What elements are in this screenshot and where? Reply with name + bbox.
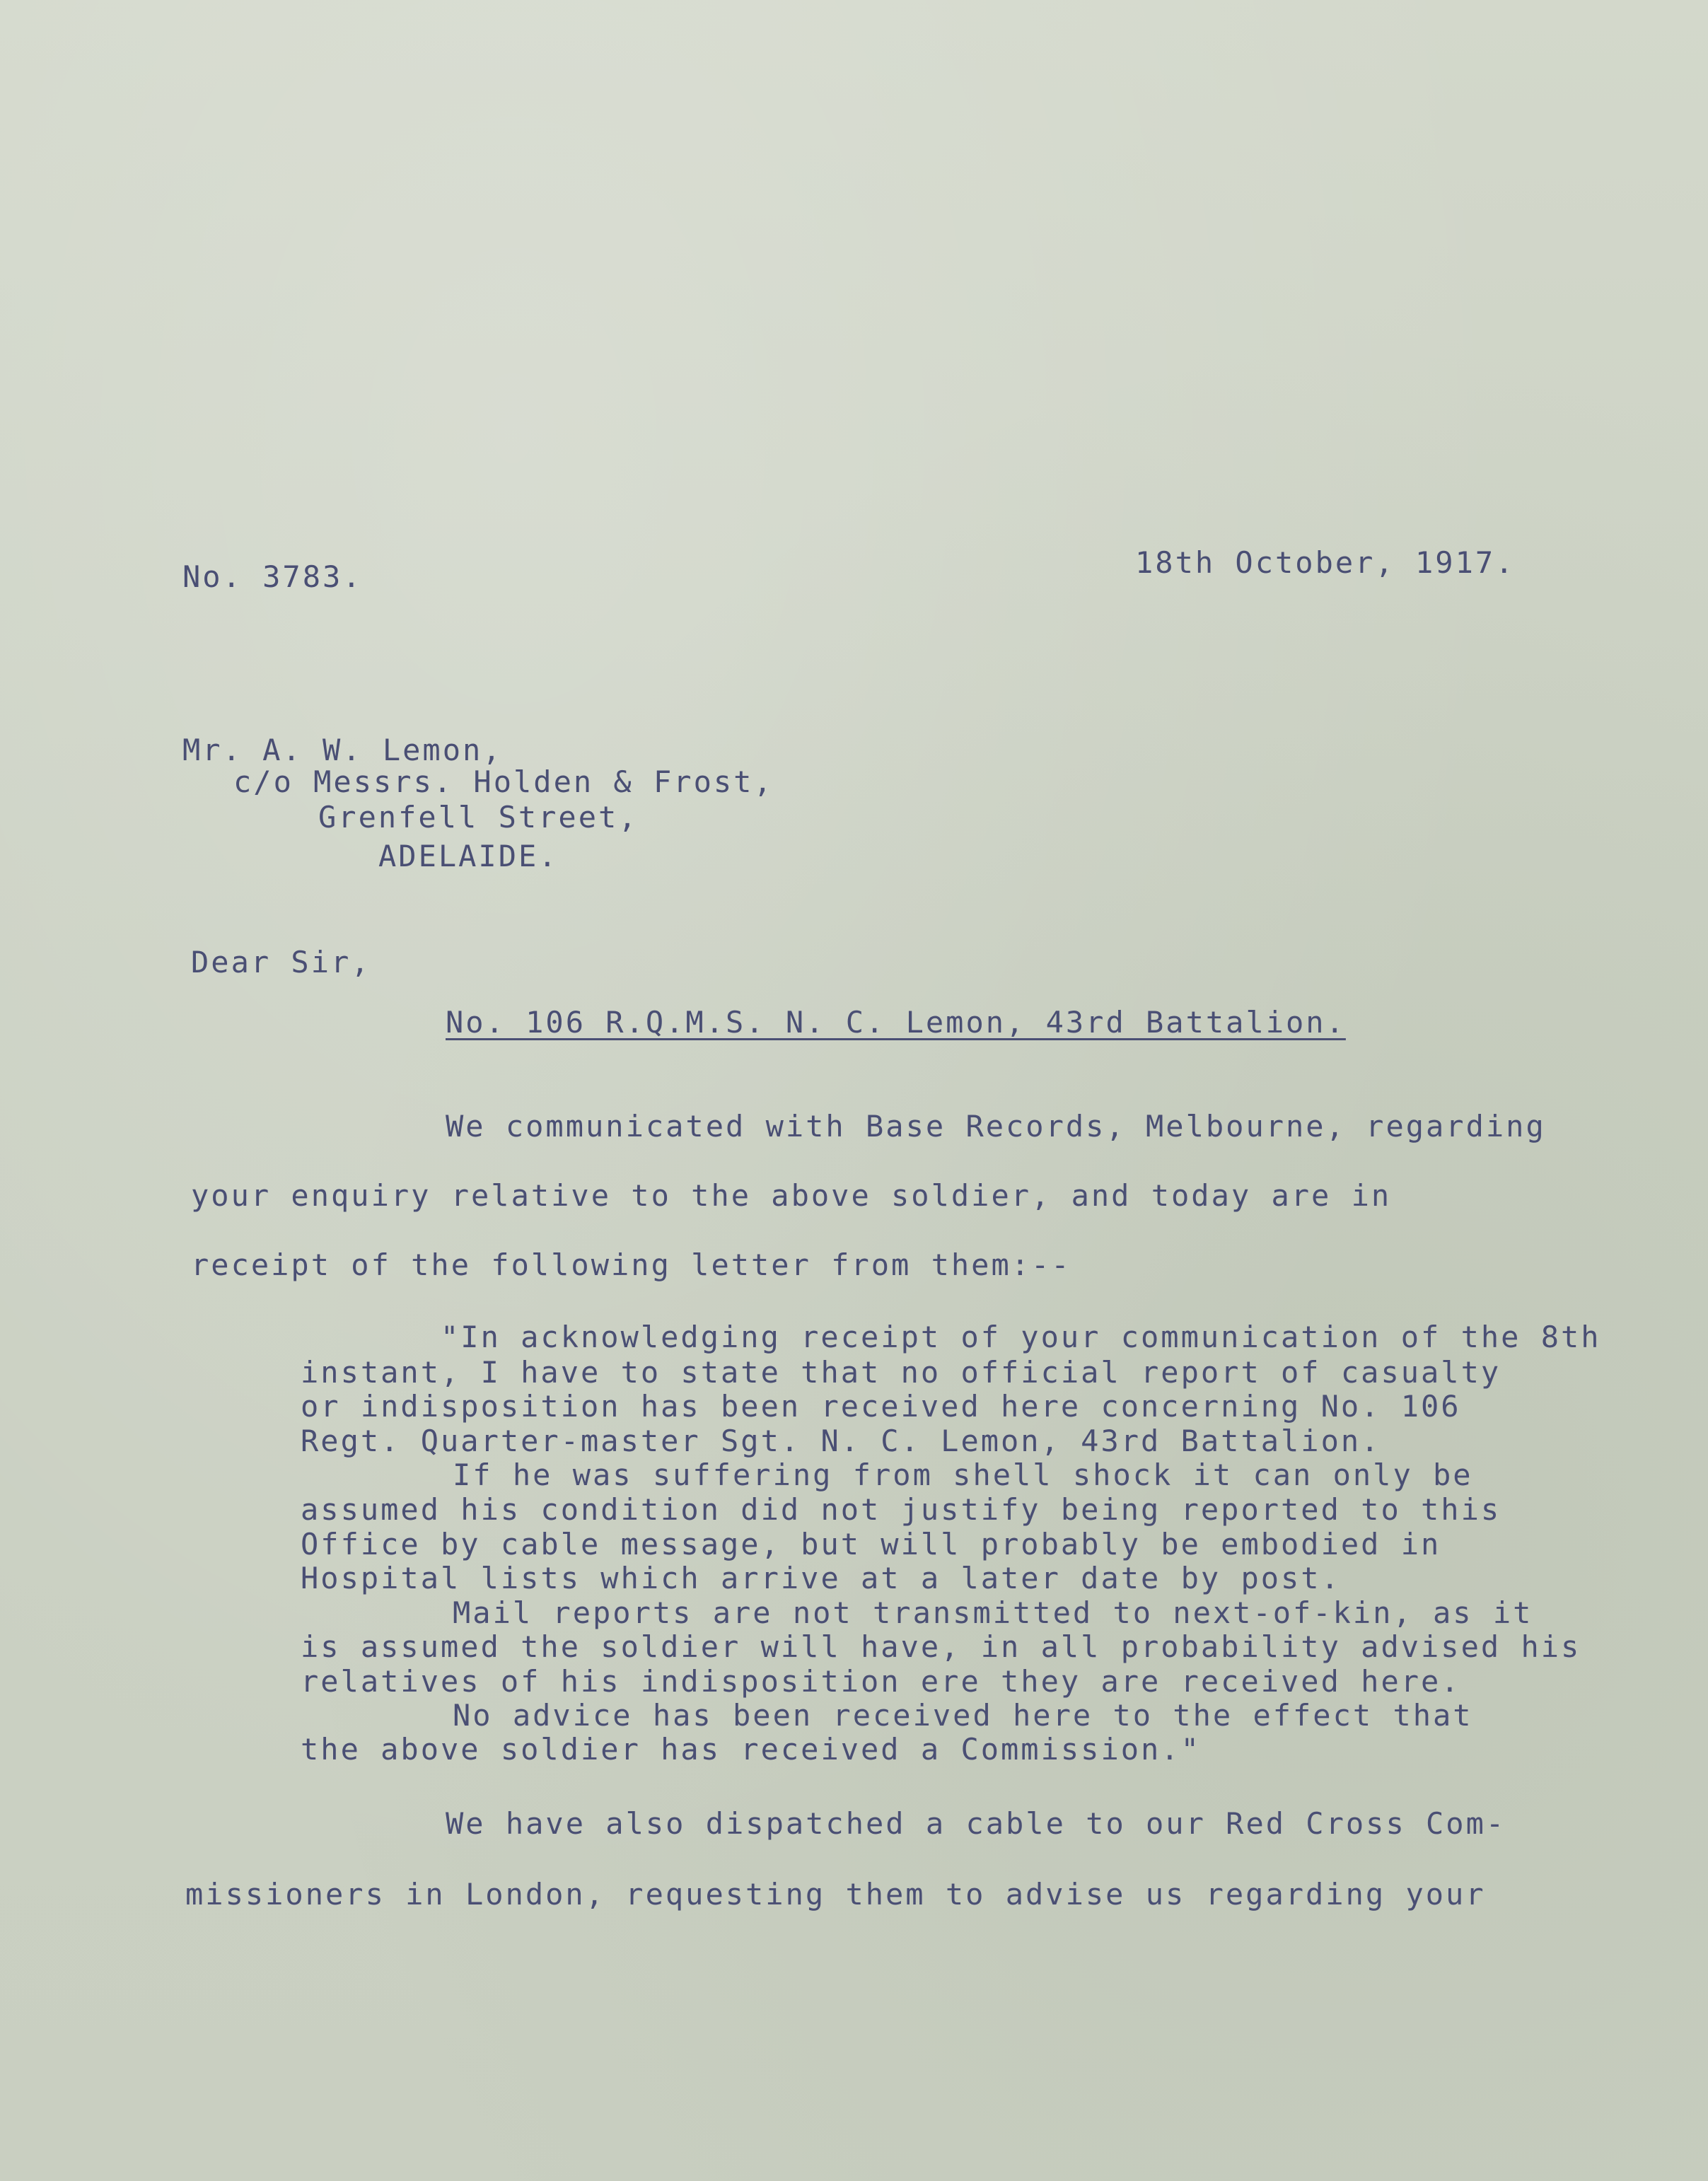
quote-line: relatives of his indisposition ere they are received here. (301, 1664, 1461, 1699)
address-line-care-of: c/o Messrs. Holden & Frost, (233, 764, 774, 799)
quote-line: the above soldier has received a Commission." (301, 1732, 1201, 1767)
letter-date: 18th October, 1917. (1135, 545, 1516, 580)
quote-line: No advice has been received here to the effect that (453, 1698, 1473, 1733)
address-line-city: ADELAIDE. (378, 839, 559, 873)
body-line: We communicated with Base Records, Melbourne, regarding (446, 1109, 1546, 1144)
quote-line: or indisposition has been received here concerning No. 106 (301, 1389, 1461, 1424)
quote-line: Hospital lists which arrive at a later date by post. (301, 1561, 1341, 1595)
quote-line: If he was suffering from shell shock it can only be (453, 1458, 1473, 1492)
quote-line: Regt. Quarter-master Sgt. N. C. Lemon, 43rd Battalion. (301, 1424, 1381, 1458)
address-line-street: Grenfell Street, (318, 800, 639, 834)
salutation: Dear Sir, (191, 945, 371, 979)
quote-line: Mail reports are not transmitted to next-of-kin, as it (453, 1595, 1533, 1630)
subject-line: No. 106 R.Q.M.S. N. C. Lemon, 43rd Battalion. (446, 1005, 1346, 1040)
closing-line: We have also dispatched a cable to our Red Cross Com- (446, 1806, 1506, 1841)
quote-line: assumed his condition did not justify being reported to this (301, 1492, 1501, 1527)
quote-line: instant, I have to state that no official report of casualty (301, 1355, 1501, 1390)
body-line: your enquiry relative to the above soldier, and today are in (191, 1178, 1392, 1213)
quote-line: is assumed the soldier will have, in all probability advised his (301, 1629, 1581, 1664)
quote-line: "In acknowledging receipt of your communication of the 8th (441, 1320, 1601, 1354)
quote-line: Office by cable message, but will probably be embodied in (301, 1527, 1441, 1561)
letter-reference-number: No. 3783. (182, 559, 363, 594)
body-line: receipt of the following letter from them:-- (191, 1247, 1071, 1282)
address-line-name: Mr. A. W. Lemon, (182, 733, 503, 767)
closing-line: missioners in London, requesting them to advise us regarding your (185, 1877, 1486, 1912)
